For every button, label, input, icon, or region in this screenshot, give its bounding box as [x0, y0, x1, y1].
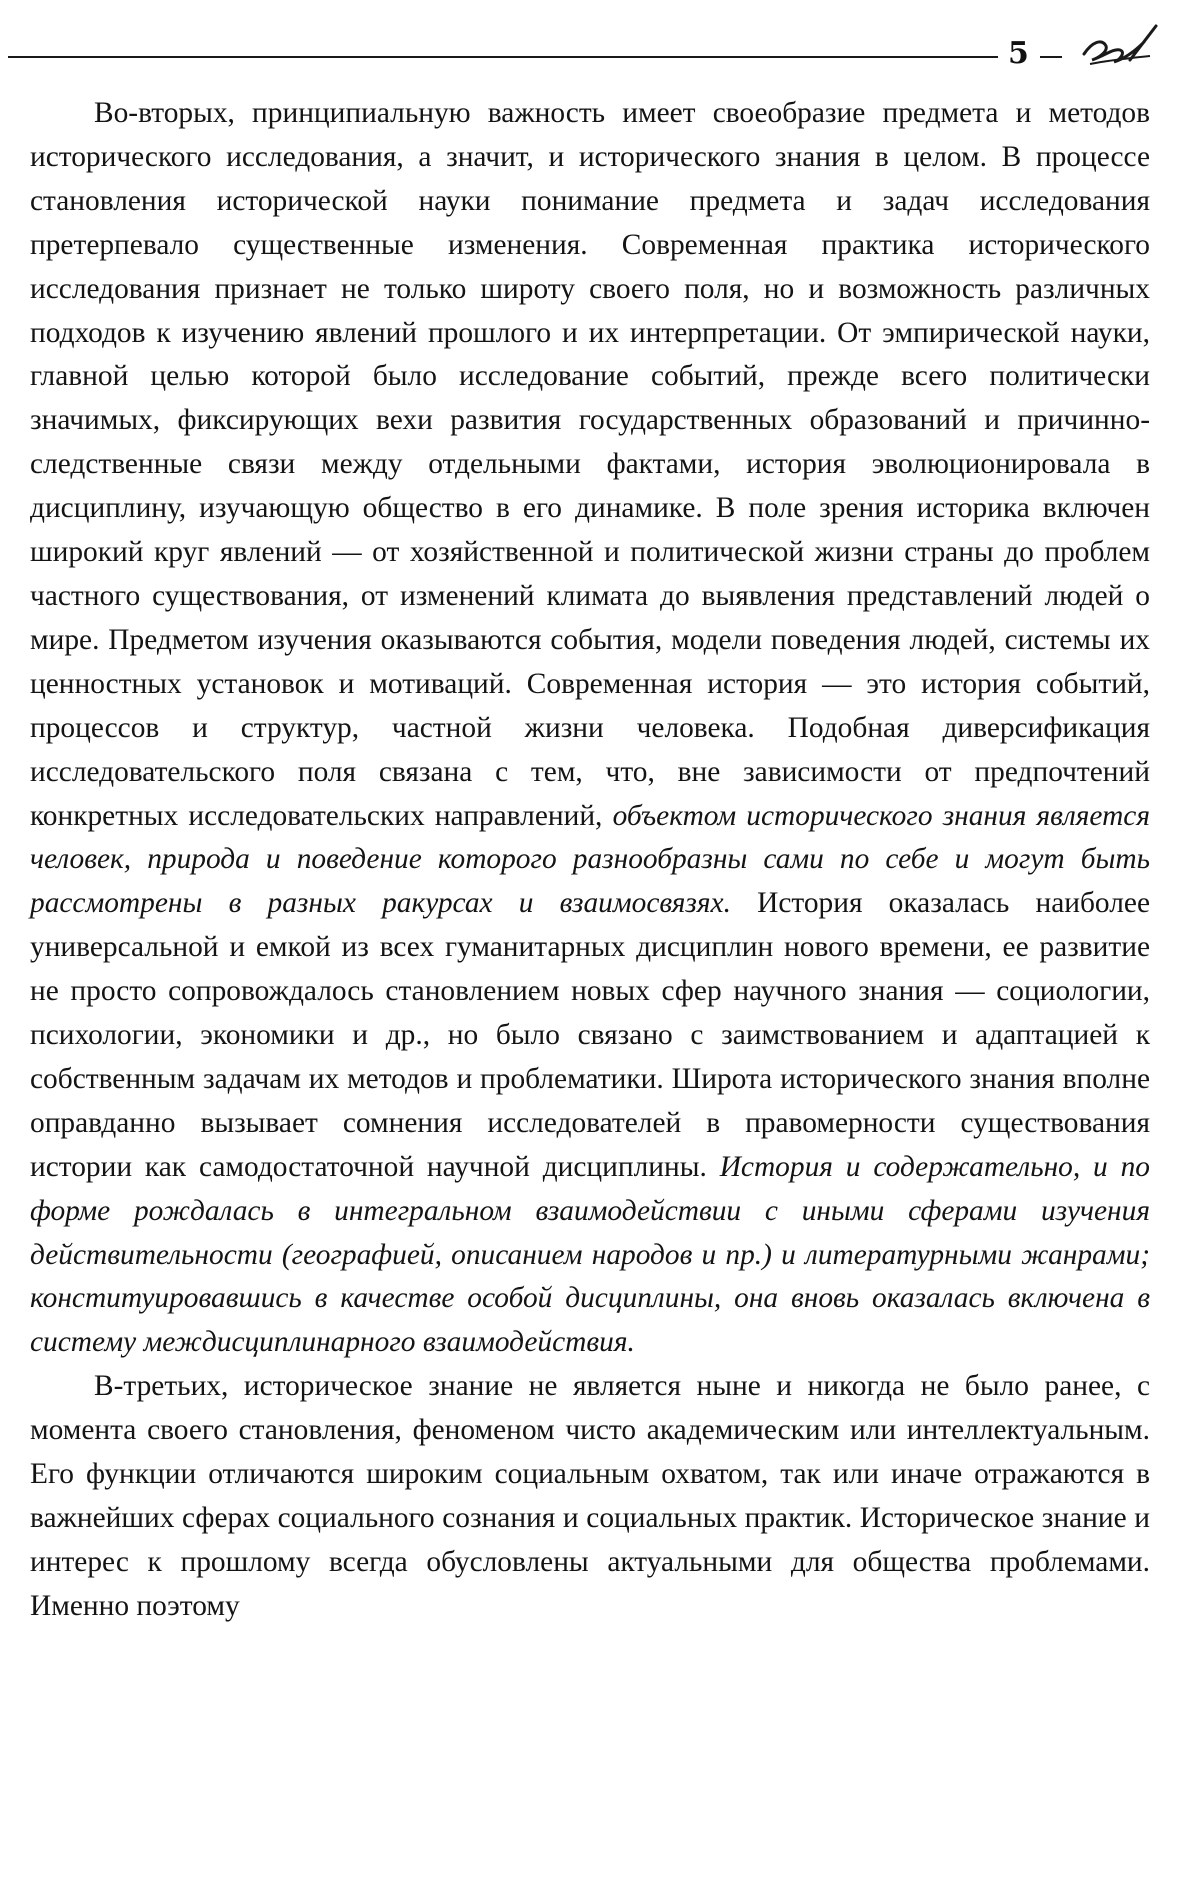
- handwritten-mark-icon: [1080, 20, 1160, 70]
- italic-text-segment: История и содержательно, и по форме рождалась в интегральном взаимодействии с иными сферами изучения действительности (географией, описанием народов и пр.) и литературными жанрами; конституировавшись в качестве особой дисциплины, она вновь оказалась включена в систему междисциплинарного взаимодействия.: [30, 1150, 1150, 1359]
- italic-text-segment: объектом исторического знания является человек, природа и поведение которого разнообразны сами по себе и могут быть рассмотрены в разных ракурсах и взаимосвязях.: [30, 799, 1151, 920]
- text-segment: История оказалась наиболее универсальной и емкой из всех гуманитарных дисциплин нового времени, ее развитие не просто сопровождалось становлением новых сфер научного знания — социологии, психологии, экономики и др., но было связано с заимствованием и адаптацией к собственным задачам их методов и проблематики. Широта исторического знания вполне оправданно вызывает сомнения исследователей в правомерности существования истории как самодостаточной научной дисциплины.: [30, 887, 1150, 1183]
- text-segment: В-третьих, историческое знание не является ныне и никогда не было ранее, с момента своего становления, феноменом чисто академическим или интеллектуальным. Его функции отличаются широким социальным охватом, так или иначе отражаются в важнейших сферах социального сознания и социальных практик. Историческое знание и интерес к прошлому всегда обусловлены актуальными для общества проблемами. Именно поэтому: [30, 1370, 1150, 1622]
- header-rule: [8, 56, 998, 58]
- page-number: 5: [1008, 36, 1029, 71]
- text-segment: Во-вторых, принципиальную важность имеет своеобразие предмета и методов исторического исследования, а значит, и исторического знания в целом. В процессе становления исторической науки понимание предмета и задач исследования претерпевало существенные изменения. Современная практика исторического исследования признает не только широту своего поля, но и возможность различных подходов к изучению явлений прошлого и их интерпретации. От эмпирической науки, главной целью которой было исследование событий, прежде всего политически значимых, фиксирующих вехи развития государственных образований и причинно-следственные связи между отдельными фактами, история эволюционировала в дисциплину, изучающую общество в его динамике. В поле зрения историка включен широкий круг явлений — от хозяйственной и политической жизни страны до проблем частного существования, от изменений климата до выявления представлений людей о мире. Предметом изучения оказываются события, модели поведения людей, системы их ценностных установок и мотиваций. Современная история — это история событий, процессов и структур, частной жизни человека. Подобная диверсификация исследовательского поля связана с тем, что, вне зависимости от предпочтений конкретных исследовательских направлений,: [30, 97, 1150, 832]
- body-text: [30, 92, 1150, 1629]
- paragraph: [30, 92, 1150, 1365]
- paragraph: [30, 1365, 1150, 1628]
- header-dash: [1040, 56, 1062, 58]
